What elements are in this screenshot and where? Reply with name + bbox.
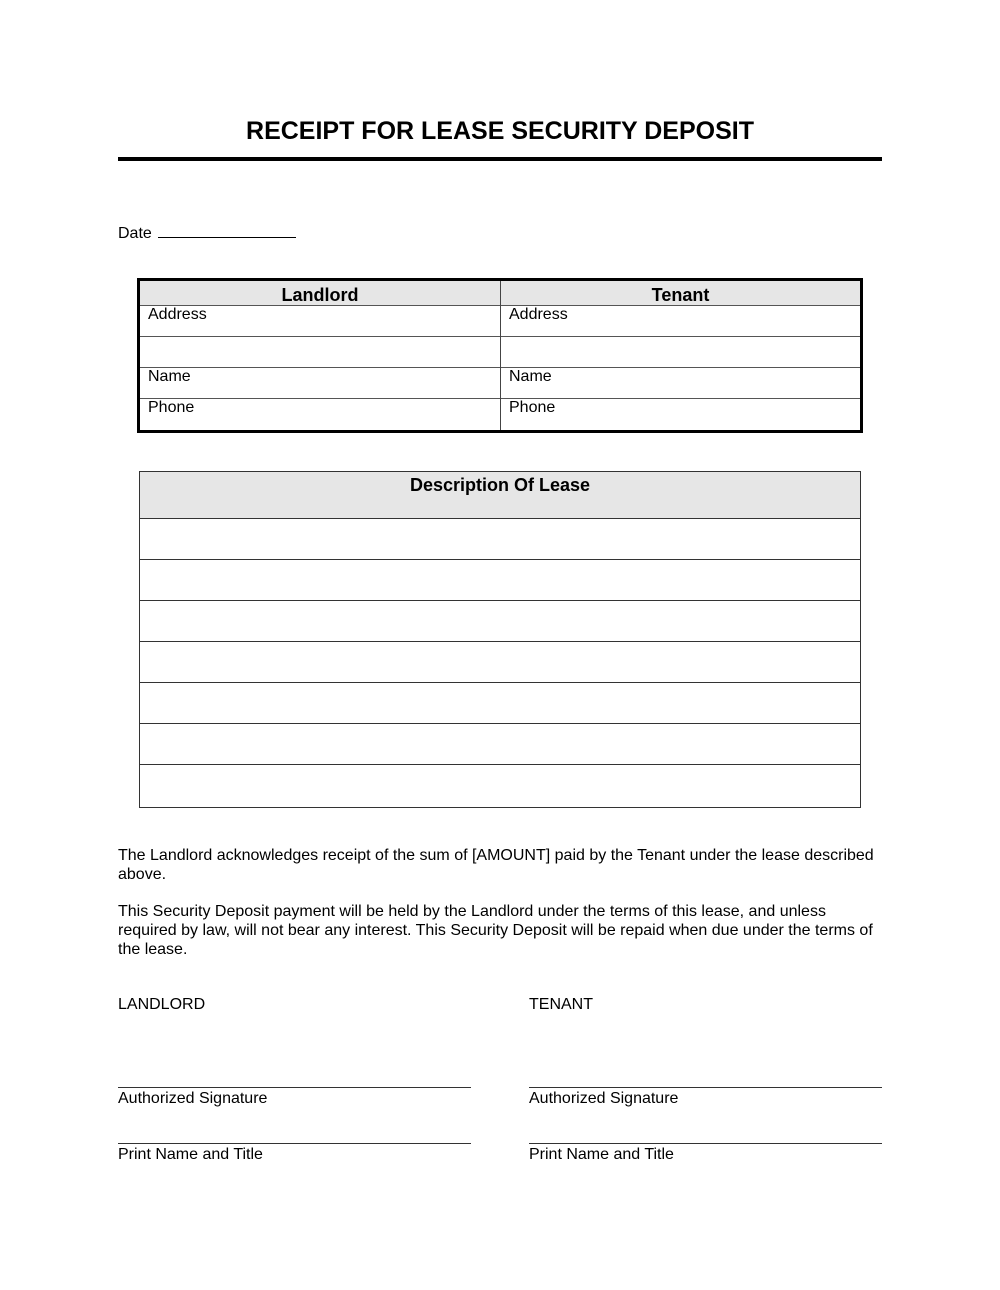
lease-description-row[interactable] (140, 560, 860, 601)
tenant-phone-cell[interactable]: Phone (509, 399, 556, 416)
parties-table (137, 278, 863, 433)
lease-description-table (139, 471, 861, 808)
lease-description-row[interactable] (140, 601, 860, 642)
tenant-column (500, 281, 860, 430)
landlord-name-cell[interactable]: Name (140, 368, 500, 399)
tenant-address-line2-cell[interactable] (501, 337, 860, 368)
tenant-print-name-line[interactable] (529, 1143, 882, 1144)
landlord-authorized-signature-label: Authorized Signature (118, 1090, 268, 1107)
title-divider (118, 157, 882, 161)
lease-description-row[interactable] (140, 765, 860, 807)
landlord-column (140, 281, 500, 430)
landlord-signature-line[interactable] (118, 1087, 471, 1088)
landlord-print-name-label: Print Name and Title (118, 1146, 263, 1163)
document-title: RECEIPT FOR LEASE SECURITY DEPOSIT (246, 117, 754, 145)
lease-description-row[interactable] (140, 642, 860, 683)
tenant-signature-line[interactable] (529, 1087, 882, 1088)
lease-description-row[interactable] (140, 683, 860, 724)
deposit-terms-paragraph: This Security Deposit payment will be held by the Landlord under the terms of this lease, and unless required by law, will not bear any interest. This Security Deposit will be repaid when due under the terms of the lease. (118, 903, 873, 958)
tenant-signature-heading: TENANT (529, 996, 593, 1013)
date-label: Date (118, 225, 152, 242)
lease-description-row[interactable] (140, 519, 860, 560)
tenant-print-name-label: Print Name and Title (529, 1146, 674, 1163)
landlord-header: Landlord (140, 281, 500, 306)
landlord-address-line2-cell[interactable] (140, 337, 500, 368)
lease-description-row[interactable] (140, 724, 860, 765)
tenant-header: Tenant (501, 281, 860, 306)
lease-description-header: Description Of Lease (140, 472, 860, 519)
tenant-authorized-signature-label: Authorized Signature (529, 1090, 679, 1107)
landlord-signature-heading: LANDLORD (118, 996, 206, 1013)
landlord-address-cell[interactable]: Address (140, 306, 500, 337)
landlord-print-name-line[interactable] (118, 1143, 471, 1144)
date-blank-line[interactable] (158, 223, 296, 238)
tenant-address-cell[interactable]: Address (501, 306, 860, 337)
date-field (118, 223, 296, 243)
landlord-phone-cell[interactable]: Phone (148, 399, 195, 416)
acknowledgement-paragraph: The Landlord acknowledges receipt of the sum of [AMOUNT] paid by the Tenant under the lease described above. (118, 847, 874, 883)
tenant-name-cell[interactable]: Name (501, 368, 860, 399)
